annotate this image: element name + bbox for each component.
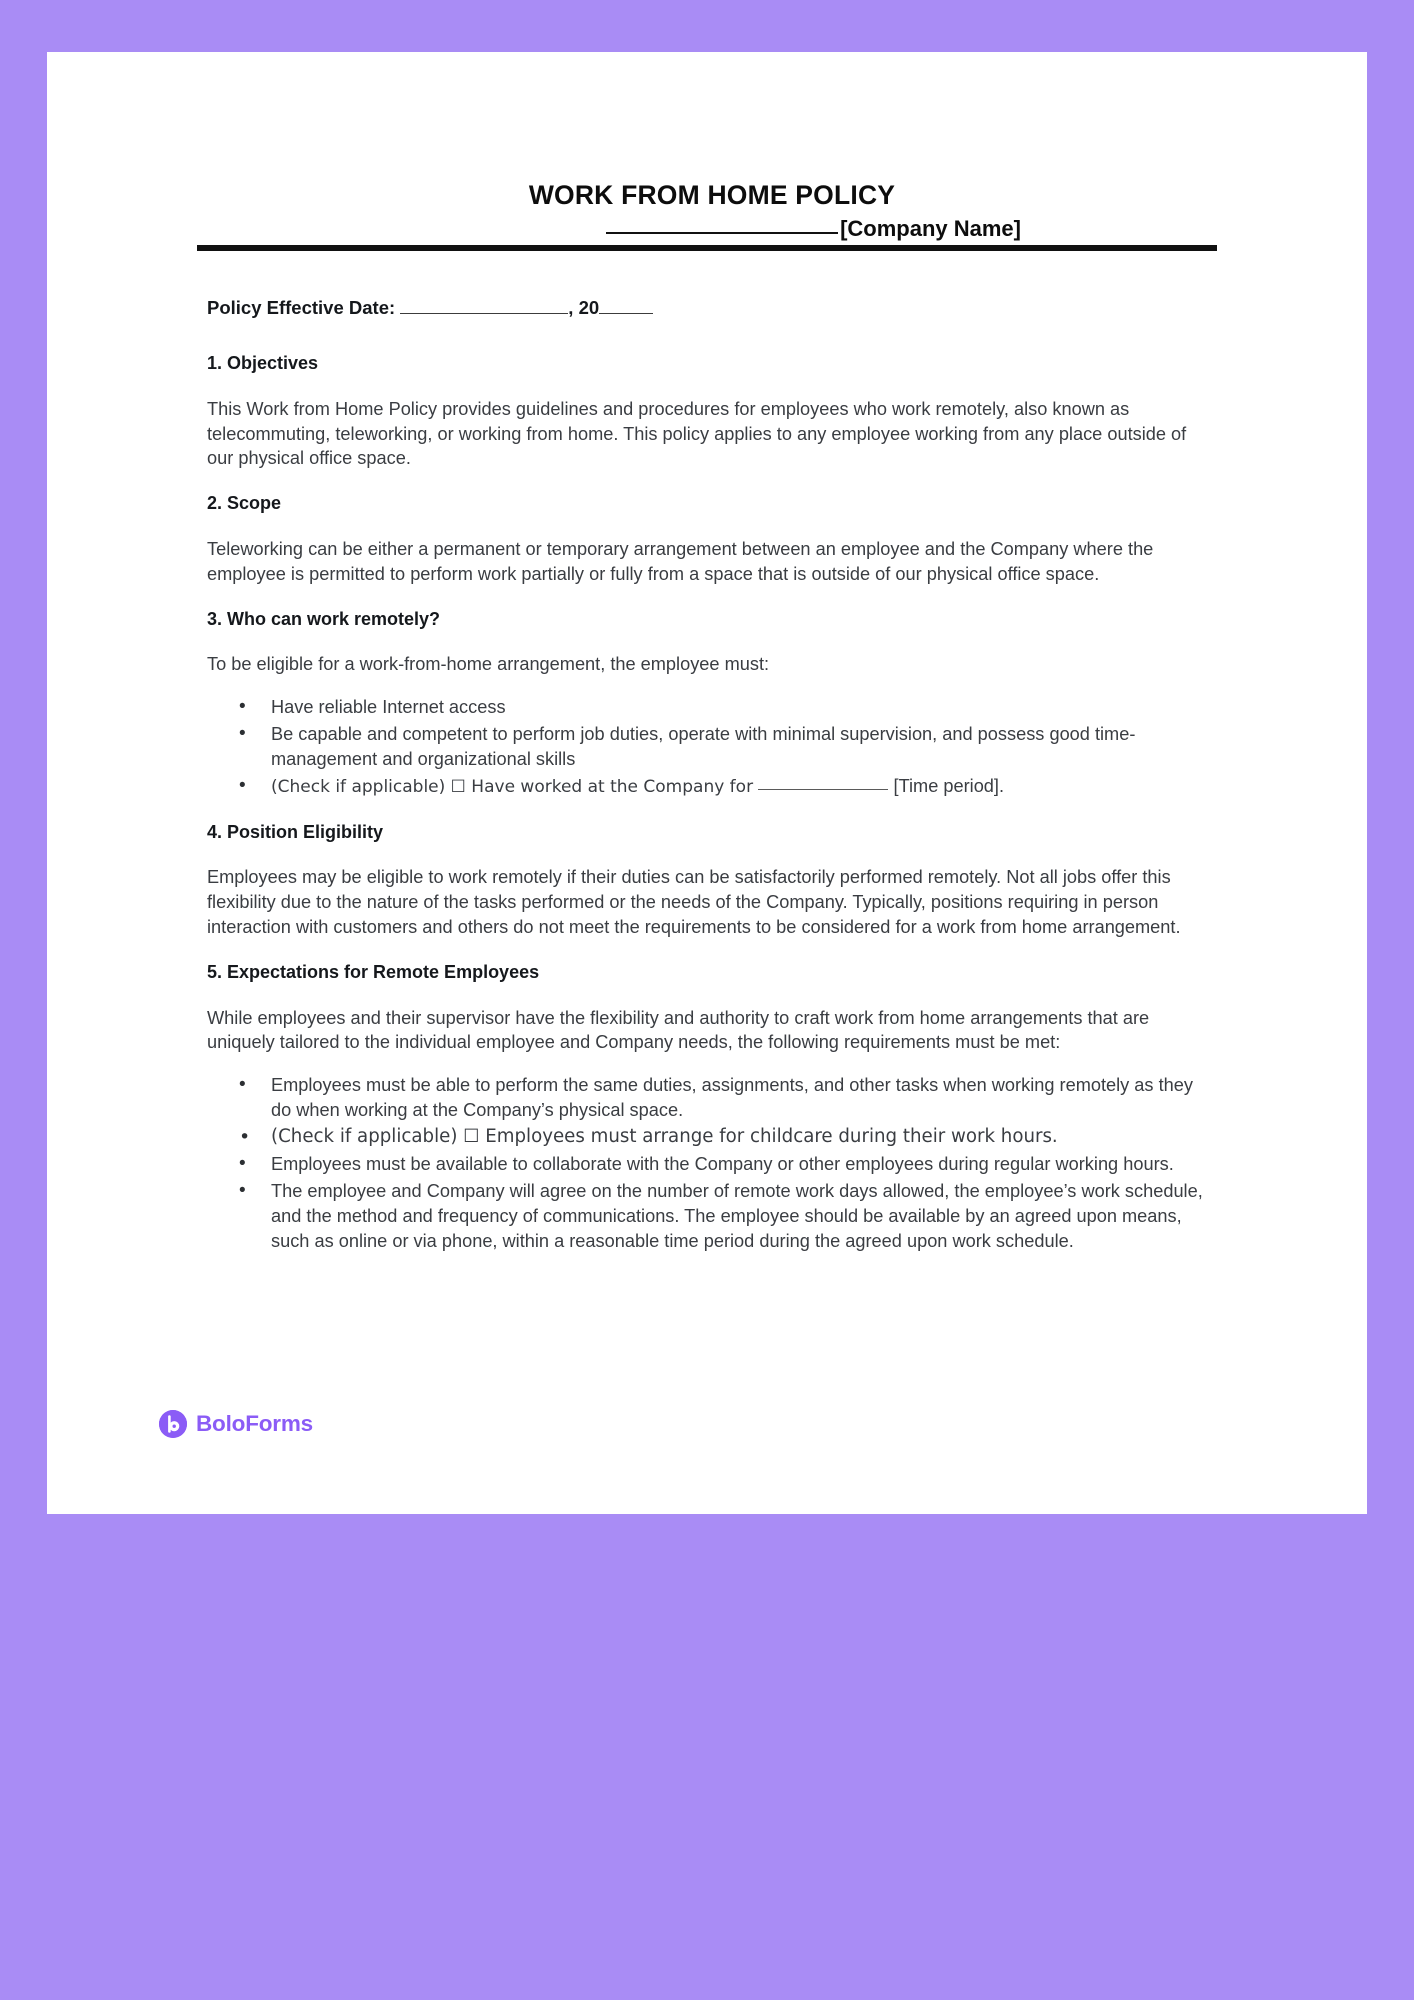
boloforms-logo[interactable] xyxy=(159,1410,313,1438)
boloforms-wordmark: BoloForms xyxy=(196,1411,313,1436)
section-paragraph-who-can-work-remotely: To be eligible for a work-from-home arrangement, the employee must: xyxy=(207,654,770,675)
list-item: • The employee and Company will agree on the number of remote work days allowed, the employee’s work schedule, and the method and frequency of communications. The employee should be available by an agreed upon means, such as online or via phone, within a reasonable time period during the agreed upon work schedule. xyxy=(207,1179,1217,1254)
section-paragraph-objectives: This Work from Home Policy provides guidelines and procedures for employees who work remotely, also known as telecommuting, teleworking, or working from home. This policy applies to any employee working from any place outside of our physical office space. xyxy=(207,398,1187,469)
section-heading-scope: 2. Scope xyxy=(207,493,282,514)
company-name-placeholder: [Company Name] xyxy=(840,216,1021,242)
list-item: • Employees must be available to collaborate with the Company or other employees during regular working hours. xyxy=(207,1152,1217,1177)
document-header xyxy=(197,180,1217,251)
document-page xyxy=(47,52,1367,1514)
page-title: WORK FROM HOME POLICY xyxy=(528,180,896,210)
document-content xyxy=(197,52,1217,1514)
expectations-bullet-list xyxy=(207,1073,1217,1254)
section-paragraph-scope: Teleworking can be either a permanent or temporary arrangement between an employee and the Company where the employee is permitted to perform work partially or fully from a space that is outside of our physical office space. xyxy=(207,539,1154,584)
effective-year-blank[interactable] xyxy=(599,313,653,314)
company-name-line xyxy=(197,216,1217,242)
effective-date-label: Policy Effective Date: xyxy=(207,297,396,318)
list-item xyxy=(207,774,1217,799)
list-item: • Employees must be able to perform the same duties, assignments, and other tasks when working remotely as they do when working at the Company’s physical space. xyxy=(207,1073,1217,1123)
effective-date-blank[interactable] xyxy=(400,313,568,314)
time-period-blank[interactable] xyxy=(758,789,888,790)
checkbox-prefix-text: (Check if applicable) ☐ Have worked at the Company for xyxy=(271,777,759,798)
section-heading-position-eligibility: 4. Position Eligibility xyxy=(207,821,384,842)
section-heading-objectives: 1. Objectives xyxy=(207,353,319,373)
list-item: • Be capable and competent to perform job duties, operate with minimal supervision, and possess good time-management and organizational skills xyxy=(207,722,1217,772)
list-item: • (Check if applicable) ☐ Employees must arrange for childcare during their work hours. xyxy=(207,1125,1217,1150)
list-item: • Have reliable Internet access xyxy=(207,695,1217,720)
section-heading-who-can-work-remotely: 3. Who can work remotely? xyxy=(207,608,441,629)
eligibility-bullet-list xyxy=(207,695,1217,799)
company-name-blank[interactable] xyxy=(606,232,838,234)
section-heading-expectations: 5. Expectations for Remote Employees xyxy=(207,961,540,982)
boloforms-mark-icon xyxy=(159,1410,187,1438)
time-period-suffix: [Time period]. xyxy=(888,776,1005,797)
effective-date-separator: , 20 xyxy=(568,297,600,318)
section-paragraph-expectations: While employees and their supervisor have the flexibility and authority to craft work from home arrangements that are uniquely tailored to the individual employee and Company needs, the following requirements must be met: xyxy=(207,1007,1150,1053)
section-paragraph-position-eligibility: Employees may be eligible to work remotely if their duties can be satisfactorily performed remotely. Not all jobs offer this flexibility due to the nature of the tasks performed or the needs of the Company. Typically, positions requiring in person interaction with customers and others do not meet the requirements to be considered for a work from home arrangement. xyxy=(207,867,1181,937)
header-divider xyxy=(197,245,1217,251)
effective-date-line xyxy=(207,297,1217,319)
document-body xyxy=(207,297,1217,1276)
